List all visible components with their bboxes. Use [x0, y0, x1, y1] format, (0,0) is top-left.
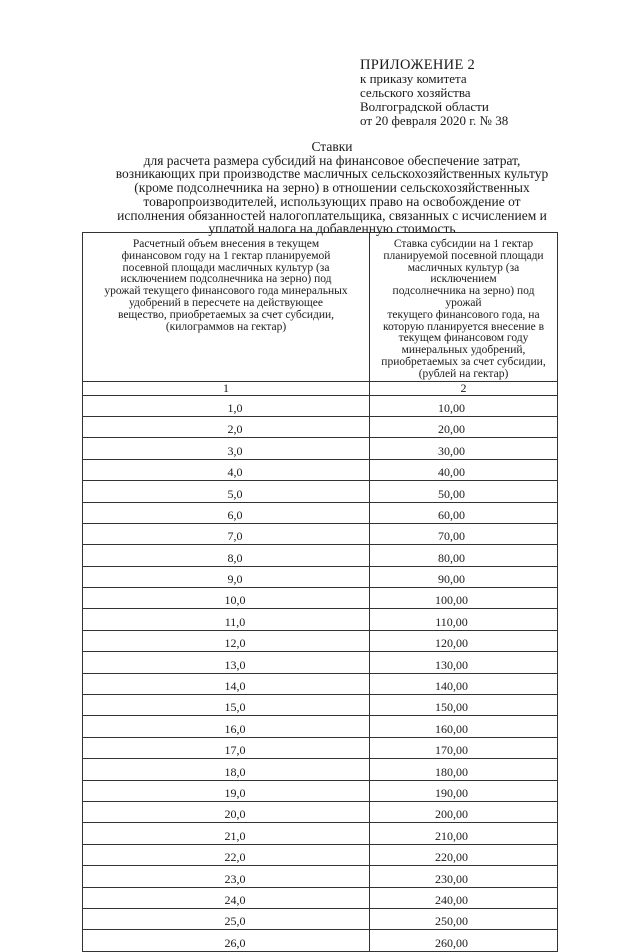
header-line: текущего финансового года, на: [387, 308, 540, 321]
title-line: исполнения обязанностей налогоплательщика, связанных с исчислением и: [117, 207, 547, 223]
fertilizer-volume-value: 12,0: [224, 636, 246, 651]
fertilizer-volume-value: 8,0: [227, 550, 243, 565]
fertilizer-volume-value: 4,0: [227, 465, 243, 480]
fertilizer-volume-value: 1,0: [227, 400, 243, 415]
fertilizer-volume-value: 14,0: [224, 679, 246, 694]
subsidy-rate-cell: [370, 609, 558, 630]
fertilizer-volume-value: 5,0: [227, 486, 243, 501]
column-1-header: [83, 233, 370, 382]
table-row: [83, 566, 558, 587]
subsidy-rate-value: 190,00: [435, 785, 468, 800]
title-line: для расчета размера субсидий на финансовое обеспечение затрат,: [143, 152, 521, 168]
fertilizer-volume-value: 24,0: [224, 892, 246, 907]
fertilizer-volume-cell: [83, 780, 370, 801]
subsidy-rate-cell: [370, 844, 558, 865]
table-row: [83, 502, 558, 523]
header-line: Ставка субсидии на 1 гектар: [393, 238, 534, 250]
subsidy-rate-cell: [370, 459, 558, 480]
subsidy-rate-cell: [370, 502, 558, 523]
header-line: урожай текущего финансового года минеральных: [104, 285, 348, 298]
table-row: [83, 609, 558, 630]
table-row: [83, 866, 558, 887]
header-line: которую планируется внесение в: [382, 320, 545, 333]
subsidy-rate-cell: [370, 801, 558, 822]
fertilizer-volume-cell: [83, 630, 370, 651]
appendix-heading: ПРИЛОЖЕНИЕ 2: [360, 57, 476, 73]
subsidy-rate-value: 60,00: [438, 507, 465, 522]
table-row: [83, 416, 558, 437]
subsidy-rate-cell: [370, 673, 558, 694]
subsidy-rate-value: 80,00: [438, 550, 465, 565]
column-number-row: [83, 381, 558, 395]
header-line: (рублей на гектар): [418, 367, 509, 380]
header-line: текущем финансовом году: [398, 332, 529, 345]
fertilizer-volume-value: 15,0: [224, 700, 246, 715]
subsidy-rate-cell: [370, 395, 558, 416]
subsidy-rate-cell: [370, 588, 558, 609]
subsidy-rate-value: 210,00: [435, 828, 468, 843]
fertilizer-volume-cell: [83, 588, 370, 609]
fertilizer-volume-cell: [83, 908, 370, 929]
fertilizer-volume-cell: [83, 866, 370, 887]
subsidy-rate-cell: [370, 759, 558, 780]
table-row: [83, 887, 558, 908]
table-row: [83, 588, 558, 609]
fertilizer-volume-cell: [83, 801, 370, 822]
subsidy-rate-cell: [370, 438, 558, 459]
table-row: [83, 438, 558, 459]
table-row: [83, 673, 558, 694]
table-row: [83, 844, 558, 865]
subsidy-rate-cell: [370, 630, 558, 651]
subsidy-rate-cell: [370, 737, 558, 758]
subsidy-rate-value: 220,00: [435, 850, 468, 865]
subsidy-rate-value: 10,00: [438, 400, 465, 415]
fertilizer-volume-cell: [83, 695, 370, 716]
fertilizer-volume-value: 11,0: [224, 614, 246, 629]
subsidy-rate-value: 150,00: [435, 700, 468, 715]
fertilizer-volume-value: 21,0: [224, 828, 246, 843]
subsidy-rate-cell: [370, 887, 558, 908]
fertilizer-volume-value: 3,0: [227, 443, 243, 458]
header-line: масличных культур (за исключением: [407, 261, 520, 286]
subsidy-rate-cell: [370, 716, 558, 737]
subsidy-rate-cell: [370, 652, 558, 673]
subsidy-rate-value: 70,00: [438, 529, 465, 544]
table-row: [83, 930, 558, 951]
subsidy-rate-cell: [370, 416, 558, 437]
fertilizer-volume-cell: [83, 844, 370, 865]
fertilizer-volume-value: 16,0: [224, 721, 246, 736]
table-row: [83, 759, 558, 780]
table-row: [83, 823, 558, 844]
subsidy-rate-cell: [370, 545, 558, 566]
subsidy-rate-value: 250,00: [435, 914, 468, 929]
fertilizer-volume-cell: [83, 759, 370, 780]
appendix-line: Волгоградской области: [360, 99, 489, 114]
title-line: возникающих при производстве масличных сельскохозяйственных культур: [115, 166, 549, 182]
subsidy-rate-value: 230,00: [435, 871, 468, 886]
subsidy-rates-table: [82, 232, 558, 952]
subsidy-rate-value: 140,00: [435, 679, 468, 694]
title-line: товаропроизводителей, использующих право на освобождение от: [143, 193, 521, 209]
subsidy-rate-value: 120,00: [435, 636, 468, 651]
fertilizer-volume-cell: [83, 395, 370, 416]
subsidy-rate-cell: [370, 866, 558, 887]
fertilizer-volume-cell: [83, 673, 370, 694]
subsidy-rate-value: 160,00: [435, 721, 468, 736]
subsidy-rate-value: 100,00: [435, 593, 468, 608]
appendix-line: к приказу комитета: [360, 71, 467, 86]
subsidy-rate-value: 20,00: [438, 422, 465, 437]
table-row: [83, 737, 558, 758]
subsidy-rate-value: 170,00: [435, 743, 468, 758]
table-row: [83, 695, 558, 716]
appendix-line: от 20 февраля 2020 г. № 38: [360, 113, 509, 128]
table-row: [83, 545, 558, 566]
column-number: 2: [370, 381, 558, 395]
header-line: финансовом году на 1 гектар планируемой: [121, 249, 331, 262]
subsidy-rate-value: 200,00: [435, 807, 468, 822]
subsidy-rate-value: 180,00: [435, 764, 468, 779]
appendix-block: [360, 58, 600, 128]
table-row: [83, 780, 558, 801]
subsidy-rate-cell: [370, 481, 558, 502]
header-line: Расчетный объем внесения в текущем: [132, 238, 320, 250]
table-row: [83, 481, 558, 502]
fertilizer-volume-value: 22,0: [224, 850, 246, 865]
header-line: планируемой посевной площади: [383, 249, 544, 262]
fertilizer-volume-cell: [83, 502, 370, 523]
subsidy-rate-value: 130,00: [435, 657, 468, 672]
header-line: посевной площади масличных культур (за: [122, 261, 330, 274]
subsidy-rate-value: 50,00: [438, 486, 465, 501]
fertilizer-volume-value: 18,0: [224, 764, 246, 779]
title-line: (кроме подсолнечника на зерно) в отношении сельскохозяйственных: [134, 180, 530, 196]
header-line: вещество, приобретаемых за счет субсидии,: [117, 308, 335, 321]
subsidy-rate-value: 110,00: [435, 614, 468, 629]
document-title: [72, 140, 592, 236]
subsidy-rate-cell: [370, 823, 558, 844]
table-row: [83, 801, 558, 822]
header-line: удобрений в пересчете на действующее: [129, 296, 323, 309]
title-line: уплатой налога на добавленную стоимость: [208, 221, 456, 237]
header-line: минеральных удобрений,: [401, 344, 526, 357]
fertilizer-volume-value: 10,0: [224, 593, 246, 608]
column-number: 1: [83, 381, 370, 395]
header-line: приобретаемых за счет субсидии,: [381, 355, 546, 368]
fertilizer-volume-cell: [83, 459, 370, 480]
header-line: исключением подсолнечника на зерно) под: [120, 273, 332, 286]
column-2-header: [370, 233, 558, 382]
fertilizer-volume-value: 25,0: [224, 914, 246, 929]
subsidy-rate-cell: [370, 780, 558, 801]
fertilizer-volume-cell: [83, 566, 370, 587]
fertilizer-volume-cell: [83, 887, 370, 908]
header-line: подсолнечника на зерно) под урожай: [392, 285, 535, 309]
subsidy-rate-value: 40,00: [438, 465, 465, 480]
fertilizer-volume-cell: [83, 930, 370, 951]
subsidy-rate-value: 240,00: [435, 892, 468, 907]
fertilizer-volume-value: 7,0: [227, 529, 243, 544]
fertilizer-volume-cell: [83, 716, 370, 737]
table-row: [83, 630, 558, 651]
subsidy-rate-cell: [370, 695, 558, 716]
title-heading: Ставки: [311, 139, 353, 154]
fertilizer-volume-value: 17,0: [224, 743, 246, 758]
fertilizer-volume-value: 23,0: [224, 871, 246, 886]
fertilizer-volume-cell: [83, 438, 370, 459]
fertilizer-volume-cell: [83, 523, 370, 544]
fertilizer-volume-cell: [83, 609, 370, 630]
fertilizer-volume-cell: [83, 737, 370, 758]
appendix-line: сельского хозяйства: [360, 85, 471, 100]
fertilizer-volume-value: 9,0: [227, 572, 243, 587]
table-row: [83, 523, 558, 544]
fertilizer-volume-value: 20,0: [224, 807, 246, 822]
subsidy-rate-cell: [370, 930, 558, 951]
fertilizer-volume-cell: [83, 416, 370, 437]
fertilizer-volume-cell: [83, 652, 370, 673]
fertilizer-volume-value: 6,0: [227, 507, 243, 522]
fertilizer-volume-value: 26,0: [224, 935, 246, 950]
fertilizer-volume-value: 13,0: [224, 657, 246, 672]
fertilizer-volume-value: 2,0: [227, 422, 243, 437]
header-line: (килограммов на гектар): [165, 320, 287, 333]
fertilizer-volume-cell: [83, 481, 370, 502]
table-row: [83, 908, 558, 929]
subsidy-rate-cell: [370, 908, 558, 929]
fertilizer-volume-value: 19,0: [224, 785, 246, 800]
subsidy-rate-cell: [370, 566, 558, 587]
fertilizer-volume-cell: [83, 823, 370, 844]
subsidy-rate-value: 90,00: [438, 572, 465, 587]
fertilizer-volume-cell: [83, 545, 370, 566]
table-row: [83, 716, 558, 737]
subsidy-rate-value: 260,00: [435, 935, 468, 950]
subsidy-rate-value: 30,00: [438, 443, 465, 458]
table-header-row: [83, 233, 558, 382]
table-row: [83, 652, 558, 673]
subsidy-rate-cell: [370, 523, 558, 544]
table-row: [83, 459, 558, 480]
table-row: [83, 395, 558, 416]
